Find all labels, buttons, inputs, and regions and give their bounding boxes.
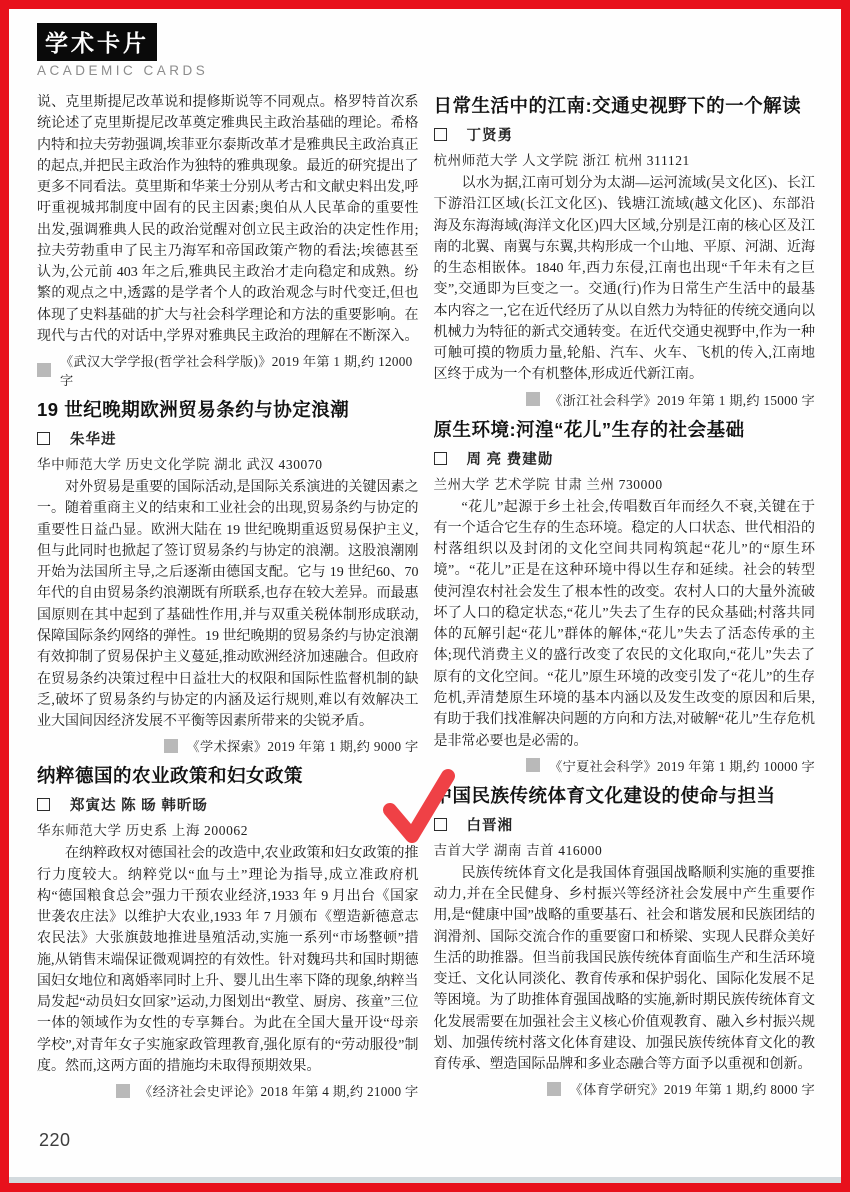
source-citation: 《宁夏社会科学》2019 年第 1 期,约 10000 字: [549, 758, 815, 774]
article-card: [434, 418, 816, 775]
article-card-continued: [37, 92, 419, 389]
source-citation: 《经济社会史评论》2018 年第 4 期,约 21000 字: [139, 1084, 419, 1100]
source-citation: 《体育学研究》2019 年第 1 期,约 8000 字: [569, 1082, 815, 1098]
author-marker-icon: [434, 452, 447, 465]
source-citation-row: [434, 756, 816, 775]
bullet-square-icon: [164, 739, 178, 753]
author-marker-icon: [434, 818, 447, 831]
author-row: [37, 428, 419, 449]
right-column: [434, 92, 816, 1102]
page-number: 220: [39, 1130, 71, 1150]
page-header: [37, 23, 815, 78]
bullet-square-icon: [37, 363, 51, 377]
bullet-square-icon: [547, 1082, 561, 1096]
author-name: 周 亮 费建勋: [466, 451, 554, 468]
article-title: 纳粹德国的农业政策和妇女政策: [37, 765, 304, 787]
left-column: [37, 92, 419, 1102]
bullet-square-icon: [526, 758, 540, 772]
article-abstract: 在纳粹政权对德国社会的改造中,农业政策和妇女政策的推行力度较大。纳粹党以“血与土”理论为指导,成立准政府机构“德国粮食总会”强力干预农业经济,1933 年 9 月出台《国家世袭农庄法》以维护大农业,1933 年 7 月颁布《塑造新德意志农民法》大张旗鼓地推进垦殖活动,实施一系列“市场整顿”措施,从销售末端保证微观调控的有效性。针对魏玛共和国时期德国妇女地位和离婚率同时上升、婴儿出生率下降的现象,纳粹当局发起“动员妇女回家”运动,力图划出“教堂、厨房、孩童”三位一体的领域作为女性的专享舞台。为此在全国大量开设“母亲学校”,对青年女子实施家政管理教育,强化原有的“劳动服役”制度。然而,这两方面的措施均未取得预期效果。: [37, 846, 419, 1074]
article-title: 日常生活中的江南:交通史视野下的一个解读: [433, 95, 802, 116]
article-title: 原生环境:河湟“花儿”生存的社会基础: [433, 418, 745, 440]
article-card: [37, 764, 419, 1100]
author-name: 白晋湘: [466, 817, 513, 834]
article-abstract: 对外贸易是重要的国际活动,是国际关系演进的关键因素之一。随着重商主义的结束和工业社会的出现,贸易条约与协定的重要性日益凸显。欧洲大陆在 19 世纪晚期重返贸易保护主义,但与此同时也掀起了签订贸易条约与协定的浪潮。这股浪潮刚开始为法国所主导,之后逐渐由德国支配。它与 19 世纪60、70 年代的自由贸易条约浪潮既有所联系,也存在较大差异。而最惠国原则在其中起到了基础性作用,并与双重关税体制形成联动,保障国际条约网络的弹性。19 世纪晚期的贸易条约与协定浪潮有效抑制了贸易保护主义蔓延,推动欧洲经济加速融合。但政府在贸易条约决策过程中日益壮大的权限和国际性监督机制的缺乏,破坏了贸易条约与协定的内涵及运行规则,难以有效解决工业大国间因经济发展不平衡等因素所带来的尖锐矛盾。: [37, 480, 419, 730]
article-abstract: 说、克里斯提尼改革说和提修斯说等不同观点。格罗特首次系统论述了克里斯提尼改革奠定雅典民主政治基础的理论。希格内特和拉夫劳勃强调,埃菲亚尔泰斯改革才是雅典民主政治真正的起点,并把民主政治作为独特的雅典现象。最近的研究提出了更多不同看法。莫里斯和华莱士分别从考古和文献史料出发,呼吁重视城邦制度中固有的民主因素;奥伯从人民革命的重要性出发,强调雅典人民的政治觉醒对创立民主政治的决定性作用;拉夫劳勃重申了民主乃海军和帝国政策产物的看法;埃德甚至认为,公元前 403 年之后,雅典民主政治才走向稳定和成熟。纷繁的观点之中,透露的是学者个人的政治观念与时代变迁,但也体现了史料基础的扩大与社会科学理论和方法的重要影响。在现代与古代的对话中,学界对雅典民主政治的理解在不断深入。: [37, 95, 419, 344]
source-citation-row: [37, 736, 419, 755]
affiliation: 华中师范大学 历史文化学院 湖北 武汉 430070: [37, 457, 323, 473]
author-name: 郑寅达 陈 旸 韩昕旸: [70, 798, 208, 815]
bullet-square-icon: [526, 392, 540, 406]
source-citation-row: [434, 1079, 816, 1098]
author-name: 朱华进: [70, 432, 117, 449]
section-subtitle: ACADEMIC CARDS: [37, 63, 209, 78]
article-abstract: “花儿”起源于乡土社会,传唱数百年而经久不衰,关键在于有一个适合它生存的生态环境。稳定的人口状态、世代相沿的村落组织以及封闭的文化空间共同构筑起“花儿”的“原生环境”。“花儿”正是在这种环境中得以生存和延续。社会的转型使河湟农村社会发生了根本性的改变。农村人口的大量外流破坏了人口的稳定状态,“花儿”失去了生存的民众基础;村落共同体的瓦解引起“花儿”群体的解体,“花儿”失去了活态传承的主体;现代消费主义的盛行改变了农民的文化取向,“花儿”失去了原有的文化空间。“花儿”原生环境的改变引发了“花儿”的生存危机,弄清楚原生环境的基本内涵以及发生改变的原因和后果,有助于我们找准解决问题的方向和方法,对破解“花儿”生存危机是非常必要也是必需的。: [433, 499, 815, 749]
article-card: [37, 398, 419, 755]
bullet-square-icon: [116, 1084, 130, 1098]
article-title: 19 世纪晚期欧洲贸易条约与协定浪潮: [37, 399, 350, 421]
source-citation: 《学术探索》2019 年第 1 期,约 9000 字: [186, 739, 419, 755]
article-title: 中国民族传统体育文化建设的使命与担当: [433, 784, 776, 806]
author-row: [434, 448, 816, 469]
author-marker-icon: [434, 128, 447, 141]
source-citation-row: [37, 1081, 419, 1100]
scan-edge-strip: [9, 1177, 841, 1183]
affiliation: 吉首大学 湖南 吉首 416000: [433, 842, 603, 858]
author-row: [434, 814, 816, 835]
author-marker-icon: [37, 432, 50, 445]
affiliation: 杭州师范大学 人文学院 浙江 杭州 311121: [433, 152, 690, 168]
two-column-layout: [37, 92, 815, 1102]
article-card-checked: [434, 784, 816, 1099]
author-row: [37, 794, 419, 815]
section-title: 学术卡片: [37, 23, 157, 61]
source-citation-row: [37, 351, 419, 389]
article-abstract: 以水为据,江南可划分为太湖—运河流域(吴文化区)、长江下游沿江区域(长江文化区)、钱塘江流域(越文化区)、东部沿海及东海海域(海洋文化区)四大区域,分别是江南的核心区及江南的北翼、南翼与东翼,共构形成一个山地、平原、河湖、近海的生态相嵌体。1840 年,西力东侵,江南也出现“千年未有之巨变”,交通即为巨变之一。交通(行)作为日常生产生活中的最基本内容之一,它在近代经历了从以自然力为特征的传统交通向以机械力为特征的新式交通转变。在近代交通史视野中,作为一种可触可摸的物质力量,轮船、汽车、火车、飞机的传入,江南地区终于成为一个有机整体,形成近代新江南。: [433, 175, 815, 383]
affiliation: 华东师范大学 历史系 上海 200062: [37, 823, 249, 839]
source-citation-row: [434, 390, 816, 409]
article-abstract: 民族传统体育文化是我国体育强国战略顺利实施的重要推动力,并在全民健身、乡村振兴等经济社会发展中产生重要作用,是“健康中国”战略的重要基石、社会和谐发展和民族团结的润滑剂、国际交流合作的重要窗口和桥梁、实现人民群众美好生活的助推器。但当前我国民族传统体育面临生产和生活环境变迁、文化认同淡化、教育传承和保护弱化、国际化发展不足等困境。为了助推体育强国战略的实施,新时期民族传统体育文化发展需要在加强社会主义核心价值观教育、融入乡村振兴规划、加强传统村落文化体育建设、加强民族传统体育文化的教育传承、塑造国际品牌和多业态融合等方面予以重视和创新。: [433, 865, 815, 1073]
affiliation: 兰州大学 艺术学院 甘肃 兰州 730000: [433, 476, 663, 492]
author-marker-icon: [37, 798, 50, 811]
source-citation: 《浙江社会科学》2019 年第 1 期,约 15000 字: [549, 392, 815, 408]
author-row: [434, 124, 816, 145]
article-card: [434, 94, 816, 409]
source-citation: 《武汉大学学报(哲学社会科学版)》2019 年第 1 期,约 12000 字: [60, 354, 413, 389]
author-name: 丁贤勇: [466, 127, 513, 144]
